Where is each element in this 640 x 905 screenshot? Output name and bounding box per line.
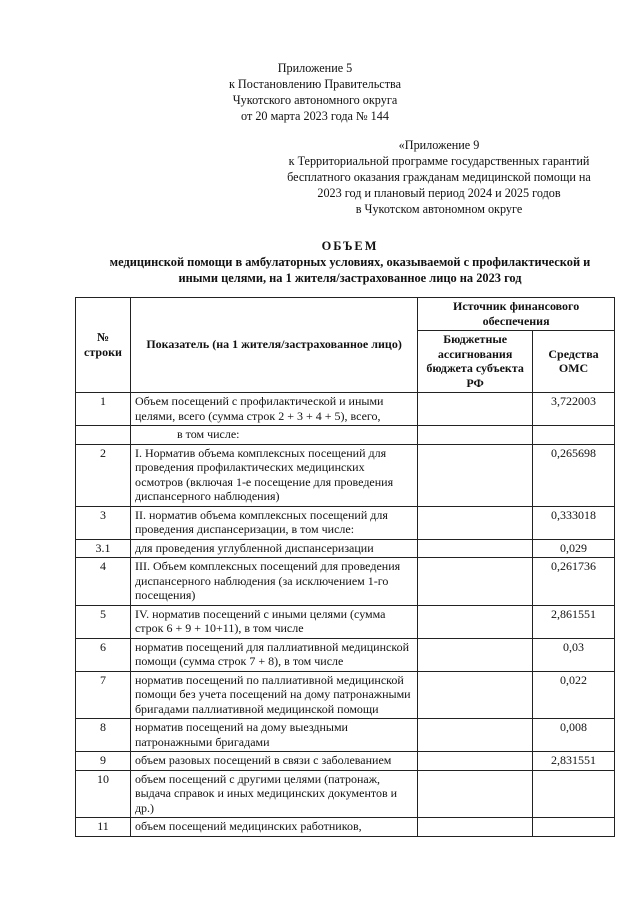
row-indicator: Объем посещений с профилактической и иными целями, всего (сумма строк 2 + 3 + 4 + 5), всего, (130, 393, 417, 426)
row-indicator: для проведения углубленной диспансеризации (130, 539, 417, 558)
row-indicator: норматив посещений для паллиативной медицинской помощи (сумма строк 7 + 8), в том числе (130, 638, 417, 671)
row-oms: 2,861551 (533, 605, 615, 638)
row-oms: 2,831551 (533, 752, 615, 771)
table-row (76, 426, 615, 445)
appendix-9-line: к Территориальной программе государственных гарантий (288, 154, 590, 168)
appendix-9-line: в Чукотском автономном округе (355, 202, 523, 216)
row-number: 1 (76, 393, 131, 426)
table-row (76, 671, 615, 719)
row-indicator: норматив посещений на дому выездными патронажными бригадами (130, 719, 417, 752)
row-oms: 3,722003 (533, 393, 615, 426)
row-number: 4 (76, 558, 131, 606)
row-budget (418, 638, 533, 671)
row-indicator: объем посещений с другими целями (патронаж, выдача справок и иных медицинских документов и др.) (130, 770, 417, 818)
row-oms: 0,265698 (533, 444, 615, 506)
row-budget (418, 818, 533, 837)
row-indicator: в том числе: (130, 426, 417, 445)
row-oms: 0,03 (533, 638, 615, 671)
appendix-9-line: «Приложение 9 (398, 138, 480, 152)
table-row (76, 818, 615, 837)
appendix-9-line: 2023 год и плановый период 2024 и 2025 годов (317, 186, 561, 200)
header-indicator: Показатель (на 1 жителя/застрахованное лицо) (130, 298, 417, 393)
table-row (76, 558, 615, 606)
row-indicator: норматив посещений по паллиативной медицинской помощи без учета посещений на дому патронажными бригадами паллиативной медицинской помощи (130, 671, 417, 719)
row-oms: 0,333018 (533, 506, 615, 539)
row-number: 7 (76, 671, 131, 719)
appendix-5-line: к Постановлению Правительства (228, 77, 402, 91)
row-budget (418, 444, 533, 506)
table-row (76, 638, 615, 671)
row-indicator: объем посещений медицинских работников, (130, 818, 417, 837)
table-row (76, 506, 615, 539)
title-main: ОБЪЕМ (321, 239, 379, 253)
table-row (76, 770, 615, 818)
row-number: 2 (76, 444, 131, 506)
table-row (76, 539, 615, 558)
row-oms (533, 818, 615, 837)
appendix-5-header (155, 60, 475, 124)
row-number: 10 (76, 770, 131, 818)
row-budget (418, 671, 533, 719)
row-budget (418, 752, 533, 771)
row-budget (418, 770, 533, 818)
row-oms: 0,008 (533, 719, 615, 752)
row-budget (418, 539, 533, 558)
row-indicator: I. Норматив объема комплексных посещений для проведения профилактических медицинских осмотров (включая 1-е посещение для проведения диспансерного наблюдения) (130, 444, 417, 506)
row-number (76, 426, 131, 445)
row-oms: 0,029 (533, 539, 615, 558)
row-oms: 0,261736 (533, 558, 615, 606)
header-oms: Средства ОМС (533, 331, 615, 393)
table-row (76, 752, 615, 771)
header-funding-source: Источник финансового обеспечения (418, 298, 615, 331)
row-oms (533, 426, 615, 445)
row-budget (418, 605, 533, 638)
row-number: 11 (76, 818, 131, 837)
title-subtitle-line: медицинской помощи в амбулаторных условиях, оказываемой с профилактической и (109, 255, 591, 269)
volume-table (75, 297, 615, 837)
appendix-9-line: бесплатного оказания гражданам медицинской помощи на (287, 170, 591, 184)
row-budget (418, 506, 533, 539)
appendix-5-line: Приложение 5 (277, 61, 353, 75)
title-subtitle-line: иными целями, на 1 жителя/застрахованное лицо на 2023 год (178, 271, 522, 285)
row-indicator: III. Объем комплексных посещений для проведения диспансерного наблюдения (за исключением 1-го посещения) (130, 558, 417, 606)
row-oms (533, 770, 615, 818)
row-number: 8 (76, 719, 131, 752)
row-indicator: объем разовых посещений в связи с заболеванием (130, 752, 417, 771)
appendix-5-line: от 20 марта 2023 года № 144 (241, 109, 389, 123)
header-row-number: № строки (76, 298, 131, 393)
table-row (76, 393, 615, 426)
row-budget (418, 558, 533, 606)
table-row (76, 444, 615, 506)
table-row (76, 719, 615, 752)
header-budget: Бюджетные ассигнования бюджета субъекта РФ (418, 331, 533, 393)
row-budget (418, 393, 533, 426)
row-budget (418, 426, 533, 445)
document-title (80, 238, 620, 286)
table-row (76, 605, 615, 638)
row-indicator: II. норматив объема комплексных посещений для проведения диспансеризации, в том числе: (130, 506, 417, 539)
row-indicator: IV. норматив посещений с иными целями (сумма строк 6 + 9 + 10+11), в том числе (130, 605, 417, 638)
row-number: 9 (76, 752, 131, 771)
row-oms: 0,022 (533, 671, 615, 719)
row-number: 5 (76, 605, 131, 638)
appendix-9-header (248, 137, 630, 217)
appendix-5-line: Чукотского автономного округа (232, 93, 398, 107)
row-number: 6 (76, 638, 131, 671)
row-number: 3.1 (76, 539, 131, 558)
row-budget (418, 719, 533, 752)
row-number: 3 (76, 506, 131, 539)
